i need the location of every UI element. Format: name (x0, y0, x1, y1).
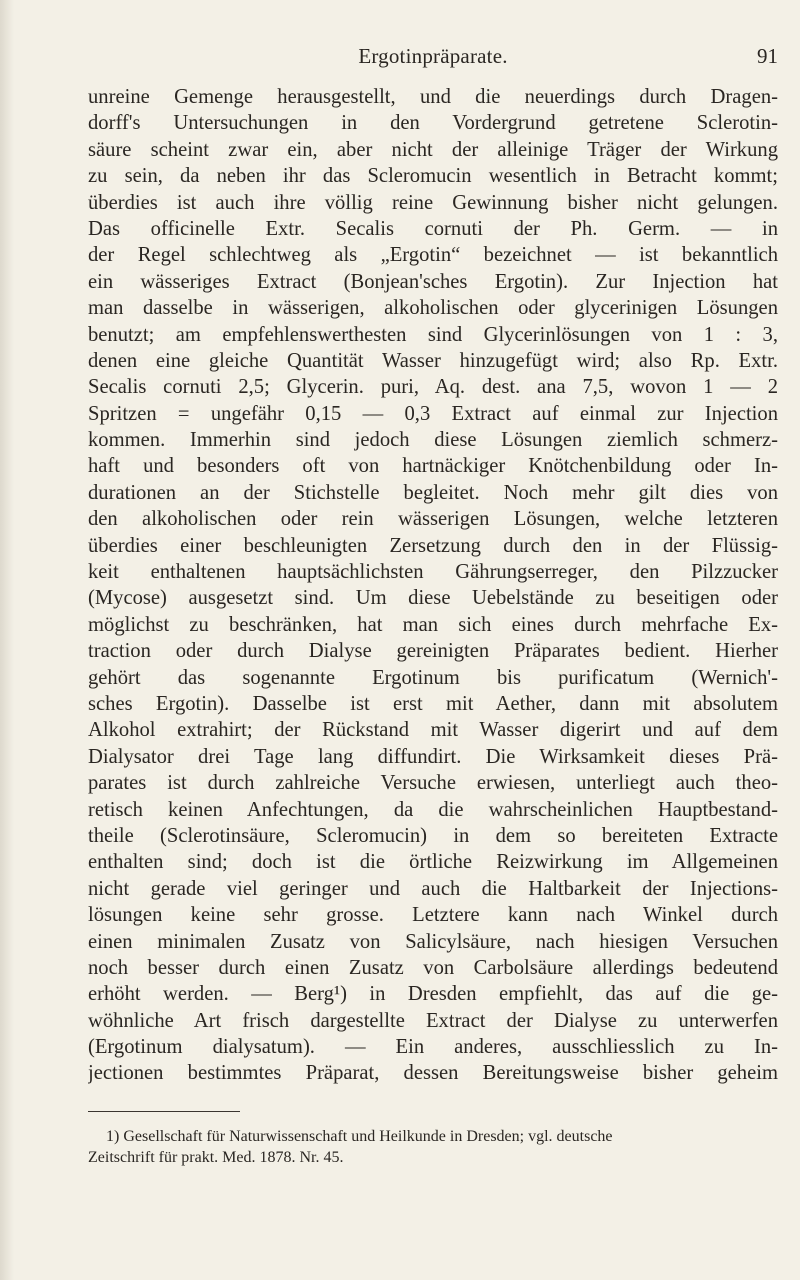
text-line: Das officinelle Extr. Secalis cornuti der Ph. Germ. — in (88, 217, 778, 240)
text-line: keit enthaltenen hauptsächlichsten Gährungserreger, den Pilzzucker (88, 561, 778, 584)
text-line: ein wässeriges Extract (Bonjean'sches Ergotin). Zur Injection hat (88, 270, 778, 293)
text-line: überdies ist auch ihre völlig reine Gewinnung bisher nicht gelungen. (88, 191, 778, 214)
text-line: Dialysator drei Tage lang diffundirt. Die Wirksamkeit dieses Prä- (88, 745, 778, 768)
body-text (88, 84, 778, 1087)
text-line: durationen an der Stichstelle begleitet. Noch mehr gilt dies von (88, 481, 778, 504)
text-line: noch besser durch einen Zusatz von Carbolsäure allerdings bedeutend (88, 956, 778, 979)
text-line: traction oder durch Dialyse gereinigten Präparates bedient. Hierher (88, 640, 778, 663)
page-header (88, 44, 778, 74)
text-line: dorff's Untersuchungen in den Vordergrund getretene Sclerotin- (88, 112, 778, 135)
text-line: Secalis cornuti 2,5; Glycerin. puri, Aq. dest. ana 7,5, wovon 1 — 2 (88, 376, 778, 399)
text-line: parates ist durch zahlreiche Versuche erwiesen, unterliegt auch theo- (88, 772, 778, 795)
text-line: gehört das sogenannte Ergotinum bis purificatum (Wernich'- (88, 666, 778, 689)
page-number: 91 (757, 44, 778, 68)
text-line: möglichst zu beschränken, hat man sich eines durch mehrfache Ex- (88, 613, 778, 636)
text-line: unreine Gemenge herausgestellt, und die neuerdings durch Dragen- (88, 86, 778, 108)
footnote-line: Zeitschrift für prakt. Med. 1878. Nr. 45. (88, 1149, 344, 1166)
text-line: enthalten sind; doch ist die örtliche Reizwirkung im Allgemeinen (88, 851, 778, 874)
text-line: (Mycose) ausgesetzt sind. Um diese Uebelstände zu beseitigen oder (88, 587, 778, 610)
text-line: sches Ergotin). Dasselbe ist erst mit Aether, dann mit absolutem (88, 692, 778, 715)
text-line: wöhnliche Art frisch dargestellte Extract der Dialyse zu unterwerfen (88, 1009, 778, 1032)
text-line: jectionen bestimmtes Präparat, dessen Bereitungsweise bisher geheim (88, 1062, 778, 1085)
running-title: Ergotinpräparate. (358, 44, 508, 68)
text-line: einen minimalen Zusatz von Salicylsäure, nach hiesigen Versuchen (88, 930, 778, 953)
text-line: nicht gerade viel geringer und auch die Haltbarkeit der Injections- (88, 877, 778, 900)
footnote (88, 1126, 778, 1168)
text-line: theile (Sclerotinsäure, Scleromucin) in dem so bereiteten Extracte (88, 824, 778, 847)
text-line: benutzt; am empfehlenswerthesten sind Glycerinlösungen von 1 : 3, (88, 323, 778, 346)
text-line: man dasselbe in wässerigen, alkoholischen oder glycerinigen Lösungen (88, 297, 778, 320)
text-line: erhöht werden. — Berg¹) in Dresden empfiehlt, das auf die ge- (88, 983, 778, 1006)
footnote-rule (88, 1111, 240, 1112)
text-line: zu sein, da neben ihr das Scleromucin wesentlich in Betracht kommt; (88, 165, 778, 188)
text-line: retisch keinen Anfechtungen, da die wahrscheinlichen Hauptbestand- (88, 798, 778, 821)
page-edge-shadow (0, 0, 14, 1280)
text-line: haft und besonders oft von hartnäckiger Knötchenbildung oder In- (88, 455, 778, 478)
text-line: säure scheint zwar ein, aber nicht der alleinige Träger der Wirkung (88, 138, 778, 161)
text-line: Spritzen = ungefähr 0,15 — 0,3 Extract auf einmal zur Injection (88, 402, 778, 425)
text-line: Alkohol extrahirt; der Rückstand mit Wasser digerirt und auf dem (88, 719, 778, 742)
text-line: überdies einer beschleunigten Zersetzung durch den in der Flüssig- (88, 534, 778, 557)
text-line: (Ergotinum dialysatum). — Ein anderes, ausschliesslich zu In- (88, 1036, 778, 1059)
text-line: der Regel schlechtweg als „Ergotin“ bezeichnet — ist bekanntlich (88, 244, 778, 267)
text-line: lösungen keine sehr grosse. Letztere kann nach Winkel durch (88, 904, 778, 927)
footnote-line: 1) Gesellschaft für Naturwissenschaft und Heilkunde in Dresden; vgl. deutsche (106, 1128, 613, 1145)
text-line: den alkoholischen oder rein wässerigen Lösungen, welche letzteren (88, 508, 778, 531)
text-line: kommen. Immerhin sind jedoch diese Lösungen ziemlich schmerz- (88, 429, 778, 452)
text-line: denen eine gleiche Quantität Wasser hinzugefügt wird; also Rp. Extr. (88, 349, 778, 372)
